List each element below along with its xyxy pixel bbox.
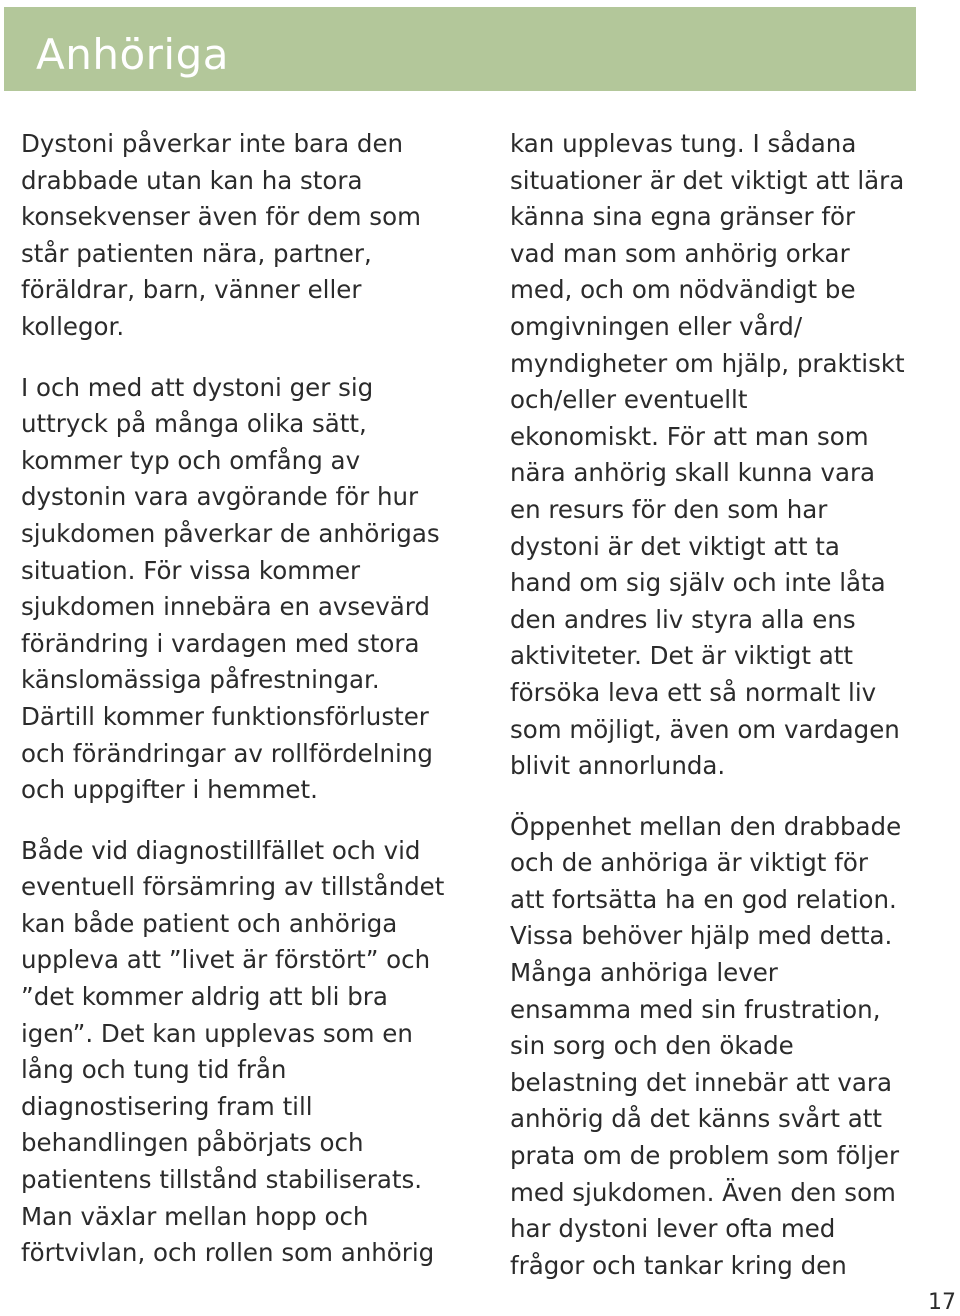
text-line: nära anhörig skall kunna vara [510,458,876,488]
text-line: patientens tillstånd stabiliserats. [21,1165,423,1195]
text-line: blivit annorlunda. [510,751,726,781]
text-line: med sjukdomen. Även den som [510,1177,896,1207]
page-title: Anhöriga [36,30,229,79]
text-line: sjukdomen innebära en avsevärd [21,592,430,622]
paragraph-gap [21,346,491,370]
text-line: Vissa behöver hjälp med detta. [510,921,893,951]
paragraph-right-1 [510,126,950,785]
text-line: och de anhöriga är viktigt för [510,848,868,878]
text-line: uppleva att ”livet är förstört” och [21,945,431,975]
text-line: Många anhöriga lever [510,958,778,988]
text-line: Man växlar mellan hopp och [21,1201,369,1231]
text-line: Därtill kommer funktionsförluster [21,701,429,731]
text-line: känslomässiga påfrestningar. [21,665,380,695]
text-line: förändring i vardagen med stora [21,628,420,658]
text-line: prata om de problem som följer [510,1141,900,1171]
text-line: omgivningen eller vård/ [510,311,803,341]
text-line: diagnostisering fram till [21,1091,313,1121]
left-column [21,126,491,1272]
text-line: försöka leva ett så normalt liv [510,677,877,707]
text-line: och uppgifter i hemmet. [21,775,318,805]
text-line: I och med att dystoni ger sig [21,372,374,402]
paragraph-left-3 [21,833,491,1272]
text-line: hand om sig själv och inte låta [510,568,886,598]
title-banner [4,7,916,91]
paragraph-right-2 [510,809,950,1285]
text-line: situation. För vissa kommer [21,555,361,585]
text-line: och/eller eventuellt [510,385,748,415]
text-line: har dystoni lever ofta med [510,1214,836,1244]
text-line: dystoni är det viktigt att ta [510,531,840,561]
text-line: ekonomiskt. För att man som [510,421,869,451]
text-line: vad man som anhörig orkar [510,238,850,268]
text-line: belastning det innebär att vara [510,1067,893,1097]
text-line: en resurs för den som har [510,494,828,524]
text-line: står patienten nära, partner, [21,238,372,268]
text-line: förtvivlan, och rollen som anhörig [21,1238,435,1268]
paragraph-left-2 [21,370,491,809]
paragraph-gap [510,785,950,809]
text-line: drabbade utan kan ha stora [21,165,363,195]
paragraph-left-1 [21,126,491,346]
text-line: ensamma med sin frustration, [510,994,881,1024]
text-line: situationer är det viktigt att lära [510,165,905,195]
text-line: uttryck på många olika sätt, [21,409,367,439]
paragraph-gap [21,809,491,833]
text-line: den andres liv styra alla ens [510,604,856,634]
text-line: kollegor. [21,311,125,341]
text-line: känna sina egna gränser för [510,202,856,232]
text-line: som möjligt, även om vardagen [510,714,900,744]
text-line: konsekvenser även för dem som [21,202,421,232]
text-line: föräldrar, barn, vänner eller [21,275,362,305]
text-line: ”det kommer aldrig att bli bra [21,982,388,1012]
page-number: 17 [928,1290,956,1315]
text-line: Dystoni påverkar inte bara den [21,129,404,158]
text-line: och förändringar av rollfördelning [21,738,433,768]
text-line: sjukdomen påverkar de anhörigas [21,518,440,548]
text-line: Både vid diagnostillfället och vid [21,835,421,865]
text-line: lång och tung tid från [21,1055,287,1085]
text-line: behandlingen påbörjats och [21,1128,364,1158]
text-line: anhörig då det känns svårt att [510,1104,882,1134]
text-line: med, och om nödvändigt be [510,275,856,305]
text-line: frågor och tankar kring den [510,1250,847,1280]
text-line: kan både patient och anhöriga [21,908,398,938]
text-line: aktiviteter. Det är viktigt att [510,641,853,671]
right-column [510,126,950,1284]
text-line: myndigheter om hjälp, praktiskt [510,348,905,378]
text-line: Öppenhet mellan den drabbade [510,811,902,841]
text-line: sin sorg och den ökade [510,1031,794,1061]
text-line: eventuell försämring av tillståndet [21,872,445,902]
text-line: igen”. Det kan upplevas som en [21,1018,413,1048]
text-line: att fortsätta ha en god relation. [510,884,897,914]
text-line: kan upplevas tung. I sådana [510,129,857,158]
text-line: dystonin vara avgörande för hur [21,482,419,512]
text-line: kommer typ och omfång av [21,445,361,475]
